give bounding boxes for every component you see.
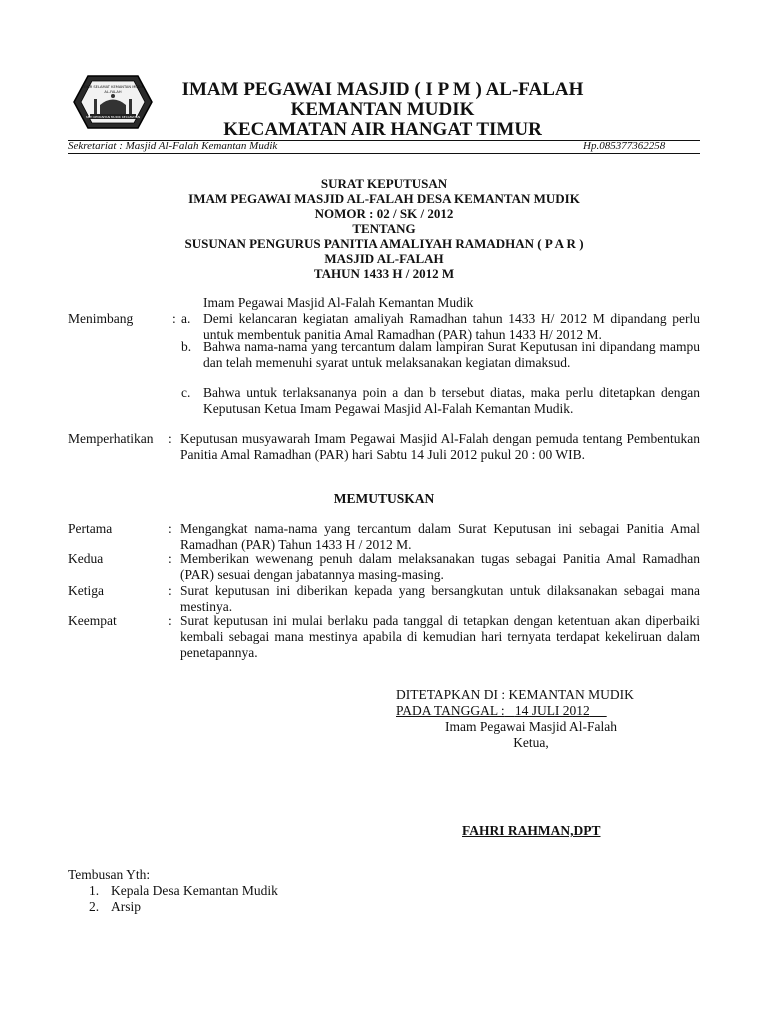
decree-issuer: IMAM PEGAWAI MASJID AL-FALAH DESA KEMANTAN MUDIK: [188, 191, 580, 206]
issuer-intro: Imam Pegawai Masjid Al-Falah Kemantan Mudik: [203, 295, 474, 310]
cc-item-number: 1.: [89, 883, 100, 898]
decree-subject: SUSUNAN PENGURUS PANITIA AMALIYAH RAMADHAN ( P A R ): [184, 236, 584, 251]
menimbang-item-a: Demi kelancaran kegiatan amaliyah Ramadhan tahun 1433 H/ 2012 M dipandang perlu untuk membentuk panitia Amal Ramadhan (PAR) tahun 1433 H/ 2012 M.: [203, 311, 700, 342]
menimbang-colon: :: [172, 311, 176, 326]
menimbang-label: Menimbang: [68, 311, 134, 326]
phone-number: Hp.085377362258: [583, 140, 666, 152]
signatory-position: Ketua,: [513, 735, 549, 750]
signed-date-label: PADA TANGGAL :: [396, 703, 505, 718]
decision-text-kedua: Memberikan wewenang penuh dalam melaksanakan tugas sebagai Panitia Amal Ramadhan (PAR) sesuai dengan jabatannya masing-masing.: [180, 551, 700, 582]
signed-date-value: 14 JULI 2012: [514, 703, 590, 718]
svg-text:SETI KEMANTAN MUDIK KECAMATAN: SETI KEMANTAN MUDIK KECAMATAN: [85, 115, 141, 119]
org-district: KECAMATAN AIR HANGAT TIMUR: [223, 119, 542, 140]
org-name: IMAM PEGAWAI MASJID ( I P M ) AL-FALAH: [181, 79, 584, 100]
cc-heading: Tembusan Yth:: [68, 867, 151, 882]
decision-colon-kedua: :: [168, 551, 172, 566]
svg-text:TEKIR SELAMAT KEMANTAN MUDIK: TEKIR SELAMAT KEMANTAN MUDIK: [81, 85, 145, 89]
decision-text-ketiga: Surat keputusan ini diberikan kepada yang bersangkutan untuk dilaksanakan sebagai mana mestinya.: [180, 583, 700, 614]
decree-about: TENTANG: [352, 221, 416, 236]
decree-number: NOMOR : 02 / SK / 2012: [314, 206, 454, 221]
menimbang-item-b: Bahwa nama-nama yang tercantum dalam lampiran Surat Keputusan ini dipandang mampu dan telah memenuhi syarat untuk melaksanakan kegiatan dimaksud.: [203, 339, 700, 370]
decree-title: SURAT KEPUTUSAN: [320, 176, 448, 191]
decision-label-keempat: Keempat: [68, 613, 117, 628]
signed-place: DITETAPKAN DI : KEMANTAN MUDIK: [396, 687, 634, 702]
decision-text-keempat: Surat keputusan ini mulai berlaku pada tanggal di tetapkan dengan ketentuan akan diperbaiki kembali sebagai mana mestinya apabila di kemudian hari ternyata terdapat kekeliruan dalam penetapannya.: [180, 613, 700, 660]
decision-text-pertama: Mengangkat nama-nama yang tercantum dalam Surat Keputusan ini sebagai Panitia Amal Ramadhan (PAR) Tahun 1433 H / 2012 M.: [180, 521, 700, 552]
cc-item: Arsip: [111, 899, 141, 914]
menimbang-item-c: Bahwa untuk terlaksananya poin a dan b tersebut diatas, maka perlu ditetapkan dengan Keputusan Ketua Imam Pegawai Masjid Al-Falah Kemantan Mudik.: [203, 385, 700, 416]
memperhatikan-colon: :: [168, 431, 172, 446]
memperhatikan-text: Keputusan musyawarah Imam Pegawai Masjid Al-Falah dengan pemuda tentang Pembentukan Panitia Amal Ramadhan (PAR) hari Sabtu 14 Juli 2012 pukul 20 : 00 WIB.: [180, 431, 700, 462]
memperhatikan-label: Memperhatikan: [68, 431, 154, 446]
menimbang-marker-c: c.: [181, 385, 191, 400]
memutuskan-heading: MEMUTUSKAN: [333, 491, 435, 506]
secretariat-address: Sekretariat : Masjid Al-Falah Kemantan Mudik: [68, 140, 278, 152]
header-divider-bottom: [68, 153, 700, 154]
svg-text:AL-FALAH: AL-FALAH: [104, 90, 122, 94]
decision-label-ketiga: Ketiga: [68, 583, 104, 598]
mosque-icon: [70, 72, 156, 132]
decision-colon-pertama: :: [168, 521, 172, 536]
decision-label-kedua: Kedua: [68, 551, 104, 566]
menimbang-marker-a: a.: [181, 311, 191, 326]
decision-colon-ketiga: :: [168, 583, 172, 598]
cc-item-number: 2.: [89, 899, 100, 914]
decree-mosque: MASJID AL-FALAH: [324, 251, 444, 266]
menimbang-marker-b: b.: [181, 339, 192, 354]
org-village: KEMANTAN MUDIK: [290, 99, 475, 120]
signatory-name: FAHRI RAHMAN,DPT: [462, 823, 601, 838]
signed-date: [396, 703, 607, 719]
cc-item: Kepala Desa Kemantan Mudik: [111, 883, 278, 898]
signatory-org: Imam Pegawai Masjid Al-Falah: [444, 719, 618, 734]
organization-logo: [70, 72, 156, 132]
decision-colon-keempat: :: [168, 613, 172, 628]
decision-label-pertama: Pertama: [68, 521, 113, 536]
decree-year: TAHUN 1433 H / 2012 M: [313, 266, 455, 281]
